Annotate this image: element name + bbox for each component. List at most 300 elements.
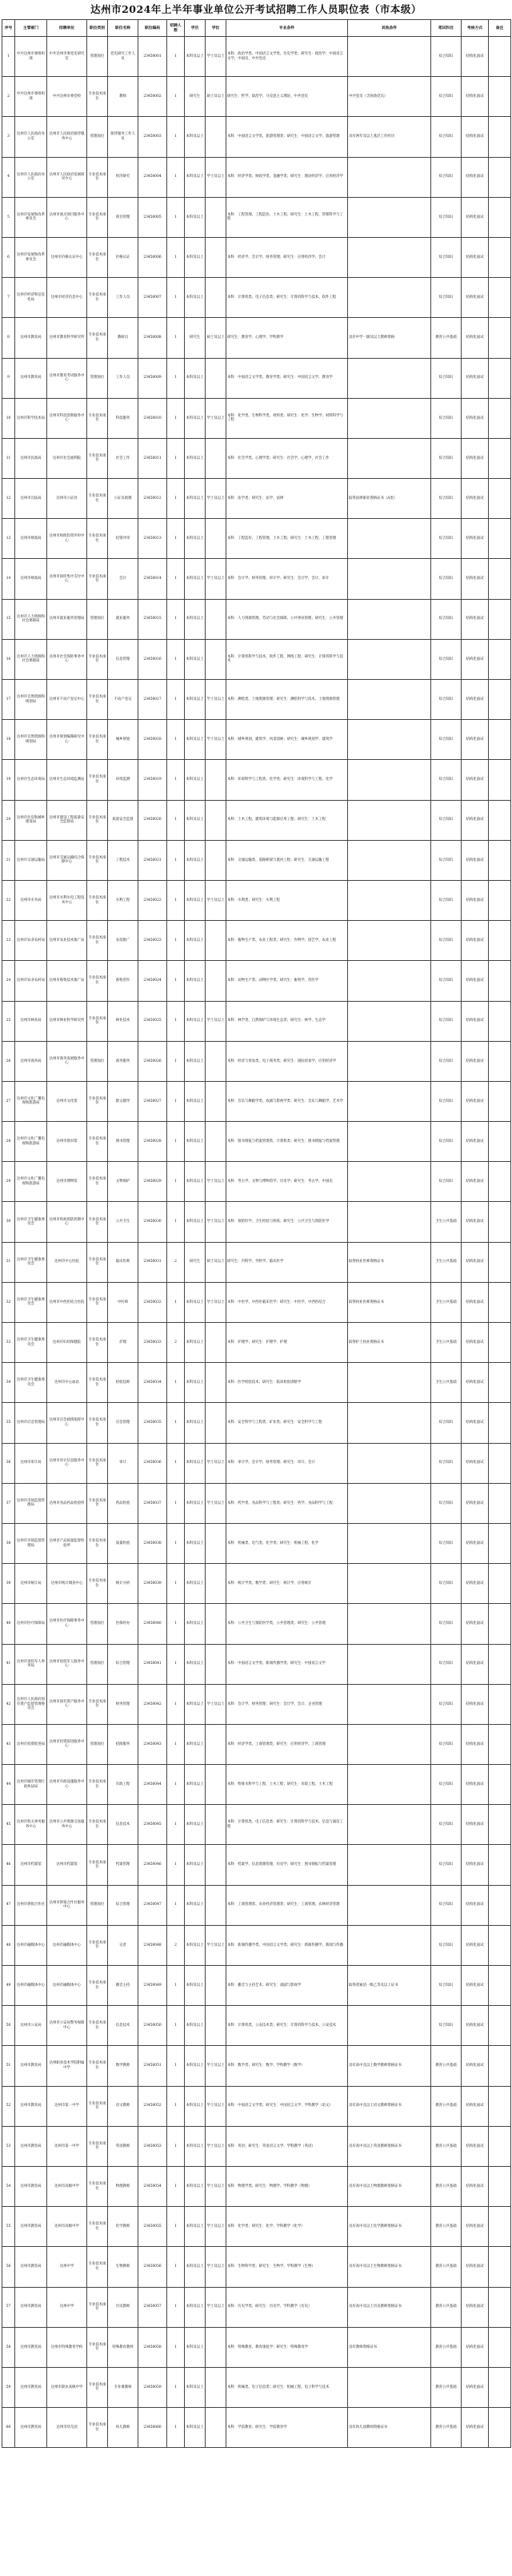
table-cell: 本科：中国语言文学类、教育学类；研究生：中国语言文学、教育学 bbox=[226, 358, 348, 398]
table-cell: 管理岗位 bbox=[87, 599, 108, 639]
table-cell: 学士及以上 bbox=[206, 1443, 226, 1483]
table-cell: 取得执业医师资格证书 bbox=[348, 1242, 431, 1282]
table-cell: 综合知识 bbox=[431, 197, 462, 237]
table-cell: 专业技术岗位 bbox=[87, 880, 108, 920]
table-cell: 专业技术岗位 bbox=[87, 680, 108, 720]
table-cell: 综合知识 bbox=[431, 1684, 462, 1724]
table-cell: 具有高中及以上英语教师资格证书 bbox=[348, 2126, 431, 2166]
table-cell: 档案管理 bbox=[108, 1845, 138, 1885]
table-cell bbox=[206, 840, 226, 880]
table-row bbox=[2, 2086, 511, 2126]
table-cell: 23450038 bbox=[138, 1523, 167, 1563]
table-cell: 达州市发展和改革委员会 bbox=[15, 237, 47, 277]
table-cell: 结构化面试 bbox=[462, 2086, 489, 2126]
table-row bbox=[2, 1443, 511, 1483]
table-cell: 综合知识 bbox=[431, 1403, 462, 1443]
table-cell: 结构化面试 bbox=[462, 1443, 489, 1483]
table-cell: 1 bbox=[167, 519, 185, 559]
table-cell bbox=[489, 117, 511, 157]
table-cell: 综合知识 bbox=[431, 479, 462, 519]
table-cell: 本科及以上 bbox=[185, 37, 206, 77]
table-cell: 结构化面试 bbox=[462, 961, 489, 1001]
table-cell: 专业技术岗位 bbox=[87, 1523, 108, 1563]
table-cell: 专业技术岗位 bbox=[87, 1805, 108, 1845]
table-cell: 结构化面试 bbox=[462, 599, 489, 639]
table-cell: 本科及以上 bbox=[185, 1363, 206, 1403]
table-cell: 具有高中及以上化学教师资格证书 bbox=[348, 2207, 431, 2247]
table-cell: 达州市卫生健康委员会 bbox=[15, 1323, 47, 1363]
table-cell: 结构化面试 bbox=[462, 1805, 489, 1845]
table-cell bbox=[206, 1765, 226, 1805]
table-row bbox=[2, 1805, 511, 1845]
table-cell: 专业技术岗位 bbox=[87, 1122, 108, 1162]
table-cell: 历史教师 bbox=[108, 2287, 138, 2327]
table-cell: 中共达州市委党史研究室 bbox=[47, 37, 87, 77]
table-cell: 1 bbox=[167, 961, 185, 1001]
table-cell: 物理教师 bbox=[108, 2166, 138, 2206]
table-cell: 学士及以上 bbox=[206, 37, 226, 77]
table-cell: 达州市卫生健康委员会 bbox=[15, 1282, 47, 1322]
table-cell: 23450054 bbox=[138, 2166, 167, 2206]
table-cell: 1 bbox=[167, 1523, 185, 1563]
table-cell: 研究生：内科学、外科学、临床医学 bbox=[226, 1242, 348, 1282]
table-cell: 1 bbox=[167, 720, 185, 760]
table-cell bbox=[348, 1483, 431, 1523]
table-row bbox=[2, 1885, 511, 1925]
table-cell: 教育公共基础 bbox=[431, 2126, 462, 2166]
table-cell: 中共达州市委组织部 bbox=[15, 77, 47, 117]
table-cell: 23450045 bbox=[138, 1805, 167, 1845]
table-cell: 本科及以上 bbox=[185, 880, 206, 920]
table-cell: 达州中学 bbox=[47, 2287, 87, 2327]
table-cell: 32 bbox=[2, 1282, 15, 1322]
table-cell: 结构化面试 bbox=[462, 2006, 489, 2046]
table-cell bbox=[348, 278, 431, 318]
table-cell: 9 bbox=[2, 358, 15, 398]
table-cell: 达州市国库集中支付中心 bbox=[47, 559, 87, 599]
table-row bbox=[2, 800, 511, 840]
table-cell bbox=[489, 37, 511, 77]
table-cell: 综合知识 bbox=[431, 117, 462, 157]
table-cell: 管理岗位 bbox=[87, 117, 108, 157]
table-cell: 6 bbox=[2, 237, 15, 277]
table-cell: 本科及以上 bbox=[185, 1202, 206, 1242]
table-cell: 本科及以上 bbox=[185, 358, 206, 398]
table-cell: 综合知识 bbox=[431, 1966, 462, 2006]
table-row bbox=[2, 2367, 511, 2407]
table-row bbox=[2, 2207, 511, 2247]
table-cell bbox=[489, 2046, 511, 2086]
table-cell: 1 bbox=[167, 1966, 185, 2006]
table-cell: 51 bbox=[2, 2046, 15, 2086]
table-cell: 专业技术岗位 bbox=[87, 1202, 108, 1242]
table-row bbox=[2, 479, 511, 519]
table-row bbox=[2, 1925, 511, 1965]
table-cell: 5 bbox=[2, 197, 15, 237]
table-cell: 1 bbox=[167, 77, 185, 117]
table-cell: 达州市食品药品检验所 bbox=[47, 1483, 87, 1523]
table-cell bbox=[489, 680, 511, 720]
table-cell: 本科：新闻传播学类、中国语言文学类；研究生：新闻传播学、新闻与传播 bbox=[226, 1925, 348, 1965]
table-cell: 本科及以上 bbox=[185, 2327, 206, 2367]
table-cell bbox=[348, 398, 431, 438]
table-cell: 本科及以上 bbox=[185, 1483, 206, 1523]
table-cell: 播音主持 bbox=[108, 1966, 138, 2006]
table-cell: 19 bbox=[2, 760, 15, 800]
table-cell: 23450047 bbox=[138, 1885, 167, 1925]
table-cell: 2 bbox=[167, 1242, 185, 1282]
table-cell: 综合知识 bbox=[431, 37, 462, 77]
table-cell: 达州市职业高级中学 bbox=[47, 2367, 87, 2407]
table-cell: 本科及以上 bbox=[185, 398, 206, 438]
table-cell bbox=[348, 1564, 431, 1604]
table-cell: 达州市社会保险事务中心 bbox=[47, 639, 87, 679]
table-cell: 教育公共基础 bbox=[431, 2327, 462, 2367]
table-cell: 23450058 bbox=[138, 2327, 167, 2367]
table-cell: 专业技术岗位 bbox=[87, 157, 108, 197]
table-cell: 本科：计算机类、公安技术类；研究生：计算机科学与技术、公安技术 bbox=[226, 2006, 348, 2046]
table-cell: 公共卫生 bbox=[108, 1202, 138, 1242]
table-cell: 专业技术岗位 bbox=[87, 1483, 108, 1523]
table-row bbox=[2, 1564, 511, 1604]
table-cell: 本科：城乡规划、建筑学、风景园林；研究生：城乡规划学、建筑学 bbox=[226, 720, 348, 760]
table-cell: 学士及以上 bbox=[206, 2207, 226, 2247]
table-cell: 56 bbox=[2, 2247, 15, 2287]
table-cell bbox=[206, 1966, 226, 2006]
table-cell: 达州市公安局 bbox=[15, 2006, 47, 2046]
table-cell: 本科及以上 bbox=[185, 1122, 206, 1162]
table-cell: 达州市市场监督管理局 bbox=[15, 1523, 47, 1563]
table-cell: 达州市自然资源和规划局 bbox=[15, 680, 47, 720]
table-cell: 结构化面试 bbox=[462, 1122, 489, 1162]
table-cell: 本科及以上 bbox=[185, 479, 206, 519]
table-row bbox=[2, 720, 511, 760]
table-cell: 本科及以上 bbox=[185, 1081, 206, 1121]
table-cell: 具有两年及以上基层工作经历 bbox=[348, 117, 431, 157]
table-cell: 23450040 bbox=[138, 1604, 167, 1644]
table-cell: 本科及以上 bbox=[185, 117, 206, 157]
table-cell: 中共达州市委组织部 bbox=[15, 37, 47, 77]
table-row bbox=[2, 2247, 511, 2287]
table-cell: 学士及以上 bbox=[206, 1162, 226, 1202]
table-cell: 专业技术岗位 bbox=[87, 1403, 108, 1443]
table-cell: 达州市妇幼保健院 bbox=[47, 1323, 87, 1363]
table-cell: 结构化面试 bbox=[462, 1162, 489, 1202]
column-header: 主管部门 bbox=[15, 20, 47, 37]
table-cell: 结构化面试 bbox=[462, 398, 489, 438]
table-cell: 本科：计算机类、电子信息类；研究生：计算机科学与技术、软件工程 bbox=[226, 278, 348, 318]
table-cell bbox=[489, 1885, 511, 1925]
table-cell: 1 bbox=[167, 880, 185, 920]
table-cell: 23450029 bbox=[138, 1162, 167, 1202]
table-cell: 本科及以上 bbox=[185, 1805, 206, 1845]
table-cell: 专业技术岗位 bbox=[87, 1001, 108, 1041]
table-cell: 2 bbox=[167, 1925, 185, 1965]
table-cell: 15 bbox=[2, 599, 15, 639]
table-cell bbox=[348, 1041, 431, 1081]
table-cell bbox=[489, 921, 511, 961]
table-cell: 23450019 bbox=[138, 760, 167, 800]
table-cell bbox=[489, 237, 511, 277]
table-cell bbox=[206, 197, 226, 237]
table-cell: 本科：工程造价、工程管理、土木工程；研究生：土木工程、工程管理 bbox=[226, 519, 348, 559]
table-cell: 达州市卫生健康委员会 bbox=[15, 1202, 47, 1242]
table-cell: 23450026 bbox=[138, 1041, 167, 1081]
table-cell bbox=[489, 1323, 511, 1363]
table-cell: 1 bbox=[167, 278, 185, 318]
table-cell: 23450006 bbox=[138, 237, 167, 277]
table-cell: 1 bbox=[167, 1122, 185, 1162]
table-cell: 达州市交通运输综合保障中心 bbox=[47, 840, 87, 880]
table-cell bbox=[489, 720, 511, 760]
table-cell: 项目管理 bbox=[108, 197, 138, 237]
table-cell bbox=[489, 1122, 511, 1162]
table-cell: 硕士及以上 bbox=[206, 1242, 226, 1282]
table-cell bbox=[489, 2327, 511, 2367]
table-cell: 达州市科学技术局 bbox=[15, 398, 47, 438]
table-cell: 1 bbox=[167, 438, 185, 478]
table-cell: 环境监测 bbox=[108, 760, 138, 800]
table-cell: 结构化面试 bbox=[462, 1925, 489, 1965]
table-cell: 结构化面试 bbox=[462, 1282, 489, 1322]
table-cell: 达州市人民政府办公室 bbox=[15, 157, 47, 197]
table-cell: 44 bbox=[2, 1765, 15, 1805]
table-cell: 本科：社会学类、心理学类；研究生：社会学、心理学、社会工作 bbox=[226, 438, 348, 478]
table-cell: 管理岗位 bbox=[87, 1885, 108, 1925]
table-cell: 23450042 bbox=[138, 1684, 167, 1724]
table-cell: 本科：动物生产类、动物医学类；研究生：畜牧学、兽医学 bbox=[226, 961, 348, 1001]
table-cell: 本科：图书情报与档案管理类、计算机类；研究生：图书情报与档案管理 bbox=[226, 1122, 348, 1162]
table-cell: 1 bbox=[167, 2408, 185, 2448]
table-cell bbox=[348, 800, 431, 840]
table-cell: 学士及以上 bbox=[206, 1925, 226, 1965]
table-cell: 达州市就业服务管理局 bbox=[47, 599, 87, 639]
table-cell: 本科：植物生产类、农业工程类；研究生：作物学、园艺学、农业工程 bbox=[226, 921, 348, 961]
table-cell: 结构化面试 bbox=[462, 77, 489, 117]
table-row bbox=[2, 1081, 511, 1121]
table-cell: 结构化面试 bbox=[462, 1483, 489, 1523]
table-row bbox=[2, 1523, 511, 1563]
table-cell: 达州市应急救援指挥中心 bbox=[47, 1403, 87, 1443]
table-cell: 达州市教育局 bbox=[15, 2126, 47, 2166]
table-cell: 统计分析 bbox=[108, 1564, 138, 1604]
table-cell: 本科及以上 bbox=[185, 2046, 206, 2086]
table-cell: 教育公共基础 bbox=[431, 2207, 462, 2247]
table-cell: 硕士及以上 bbox=[206, 77, 226, 117]
table-cell: 综合知识 bbox=[431, 880, 462, 920]
table-cell: 达州市公共资源交易服务中心 bbox=[47, 1805, 87, 1845]
table-cell: 教育公共基础 bbox=[431, 2046, 462, 2086]
table-cell: 群文辅导 bbox=[108, 1081, 138, 1121]
table-cell: 结构化面试 bbox=[462, 157, 489, 197]
table-cell: 研究生：哲学、政治学、马克思主义理论、中共党史 bbox=[226, 77, 348, 117]
table-cell bbox=[489, 599, 511, 639]
table-cell: 23450028 bbox=[138, 1122, 167, 1162]
table-cell bbox=[348, 438, 431, 478]
table-cell: 1 bbox=[167, 1885, 185, 1925]
table-row bbox=[2, 77, 511, 117]
table-cell: 1 bbox=[167, 599, 185, 639]
table-cell: 达州市经济和信息化局 bbox=[15, 278, 47, 318]
table-cell: 林业技术 bbox=[108, 1001, 138, 1041]
table-cell: 中共党员（含预备党员） bbox=[348, 77, 431, 117]
table-cell: 农技推广 bbox=[108, 921, 138, 961]
table-row bbox=[2, 1684, 511, 1724]
table-cell bbox=[206, 2327, 226, 2367]
table-cell: 教育公共基础 bbox=[431, 2367, 462, 2407]
table-cell: 不动产登记 bbox=[108, 680, 138, 720]
table-cell: 本科：物理学类；研究生：物理学、学科教学（物理） bbox=[226, 2166, 348, 2206]
table-cell: 达州市财政投资评审中心 bbox=[47, 519, 87, 559]
table-cell: 结构化面试 bbox=[462, 1202, 489, 1242]
table-cell: 达州市重点项目服务中心 bbox=[47, 197, 87, 237]
table-cell bbox=[489, 2408, 511, 2448]
table-cell: 达州市中心医院 bbox=[47, 1242, 87, 1282]
table-cell: 达州市中西医结合医院 bbox=[47, 1282, 87, 1322]
table-cell: 达州市公安局警务保障中心 bbox=[47, 2006, 87, 2046]
table-cell: 达州市科技创新服务中心 bbox=[47, 398, 87, 438]
table-cell: 1 bbox=[167, 318, 185, 358]
table-cell: 达州市应急管理局 bbox=[15, 1403, 47, 1443]
table-cell: 本科：环境科学与工程类、化学类；研究生：环境科学与工程、化学 bbox=[226, 760, 348, 800]
table-cell: 1 bbox=[167, 1001, 185, 1041]
table-cell: 综合知识 bbox=[431, 157, 462, 197]
table-cell: 达州市自然资源和规划局 bbox=[15, 720, 47, 760]
table-cell bbox=[206, 1363, 226, 1403]
table-cell: 达州市供销合作社服务中心 bbox=[47, 1885, 87, 1925]
table-cell: 达州市卫生健康委员会 bbox=[15, 1363, 47, 1403]
table-cell: 本科及以上 bbox=[185, 2287, 206, 2327]
table-cell: 1 bbox=[167, 921, 185, 961]
table-row bbox=[2, 1403, 511, 1443]
table-row bbox=[2, 1363, 511, 1403]
table-cell bbox=[489, 2207, 511, 2247]
table-cell: 11 bbox=[2, 438, 15, 478]
table-cell: 23450030 bbox=[138, 1202, 167, 1242]
table-cell bbox=[206, 278, 226, 318]
table-cell: 本科：中国语言文学类；研究生：中国语言文学、学科教学（语文） bbox=[226, 2086, 348, 2126]
table-cell: 23450060 bbox=[138, 2408, 167, 2448]
table-cell: 达州市人民政府办公室 bbox=[15, 117, 47, 157]
table-cell: 本科：公共卫生与预防医学类、公共管理类；研究生：公共管理 bbox=[226, 1604, 348, 1644]
table-row bbox=[2, 1604, 511, 1644]
table-cell: 10 bbox=[2, 398, 15, 438]
column-header: 招聘单位 bbox=[47, 20, 87, 37]
table-cell: 23450001 bbox=[138, 37, 167, 77]
table-cell: 本科：中医学、中西医临床医学；研究生：中医学、中西医结合 bbox=[226, 1282, 348, 1322]
table-cell: 达州市住房和城乡建设局 bbox=[15, 800, 47, 840]
table-cell: 23450044 bbox=[138, 1765, 167, 1805]
table-row bbox=[2, 318, 511, 358]
table-cell: 27 bbox=[2, 1081, 15, 1121]
table-row bbox=[2, 197, 511, 237]
table-cell: 学士及以上 bbox=[206, 1483, 226, 1523]
table-cell: 专业课教师 bbox=[108, 2367, 138, 2407]
table-cell: 达州市规划编制研究中心 bbox=[47, 720, 87, 760]
table-cell: 达州市机关事务服务中心 bbox=[15, 1805, 47, 1845]
table-row bbox=[2, 2126, 511, 2166]
table-cell bbox=[206, 1724, 226, 1764]
table-cell: 信息技术 bbox=[108, 2006, 138, 2046]
table-cell: 达州职业技术学院附属中学 bbox=[47, 2046, 87, 2086]
table-cell bbox=[348, 840, 431, 880]
table-cell: 48 bbox=[2, 1925, 15, 1965]
table-cell: 达州市投资促进局 bbox=[15, 1724, 47, 1764]
table-cell: 本科及以上 bbox=[185, 157, 206, 197]
table-cell: 达州市融媒体中心 bbox=[47, 1966, 87, 2006]
table-cell: 23450056 bbox=[138, 2247, 167, 2287]
table-cell: 本科：经济学类、工商管理类；研究生：应用经济学、工商管理 bbox=[226, 1724, 348, 1764]
table-cell bbox=[206, 2367, 226, 2407]
table-cell: 本科：土木工程、建筑环境与能源应用工程；研究生：土木工程 bbox=[226, 800, 348, 840]
table-cell: 卫生公共基础 bbox=[431, 1323, 462, 1363]
table-cell: 研究生 bbox=[185, 77, 206, 117]
table-cell: 专业技术岗位 bbox=[87, 559, 108, 599]
table-cell: 达州市市政设施服务中心 bbox=[47, 1765, 87, 1805]
table-cell: 1 bbox=[167, 117, 185, 157]
table-cell: 本科：英语；研究生：英语语言文学、学科教学（英语） bbox=[226, 2126, 348, 2166]
table-cell bbox=[348, 1363, 431, 1403]
table-cell: 本科及以上 bbox=[185, 197, 206, 237]
table-cell bbox=[206, 1604, 226, 1644]
table-cell: 23450046 bbox=[138, 1845, 167, 1885]
table-cell: 就业服务 bbox=[108, 599, 138, 639]
table-cell bbox=[489, 800, 511, 840]
table-cell bbox=[206, 1323, 226, 1363]
table-cell: 21 bbox=[2, 840, 15, 880]
table-row bbox=[2, 1765, 511, 1805]
table-cell: 23450016 bbox=[138, 639, 167, 679]
table-cell: 达州市财政局 bbox=[15, 559, 47, 599]
table-cell: 23450032 bbox=[138, 1282, 167, 1322]
table-cell bbox=[206, 599, 226, 639]
table-row bbox=[2, 117, 511, 157]
table-cell: 16 bbox=[2, 639, 15, 679]
table-cell: 经济研究 bbox=[108, 157, 138, 197]
table-cell: 学士及以上 bbox=[206, 2126, 226, 2166]
table-cell: 60 bbox=[2, 2408, 15, 2448]
table-cell: 本科及以上 bbox=[185, 1403, 206, 1443]
table-cell: 23450021 bbox=[138, 840, 167, 880]
table-cell: 1 bbox=[167, 1765, 185, 1805]
table-cell: 招商服务 bbox=[108, 1724, 138, 1764]
table-cell: 14 bbox=[2, 559, 15, 599]
table-cell: 本科及以上 bbox=[185, 1845, 206, 1885]
table-cell: 财务管理 bbox=[108, 1684, 138, 1724]
table-cell: 专业技术岗位 bbox=[87, 2408, 108, 2448]
table-cell: 专业技术岗位 bbox=[87, 2046, 108, 2086]
table-cell: 本科：交通运输类、道路桥梁与渡河工程；研究生：交通运输工程 bbox=[226, 840, 348, 880]
table-cell: 23450031 bbox=[138, 1242, 167, 1282]
table-cell: 综合知识 bbox=[431, 1805, 462, 1845]
table-cell bbox=[206, 1403, 226, 1443]
table-cell: 本科及以上 bbox=[185, 840, 206, 880]
table-cell: 学士及以上 bbox=[206, 559, 226, 599]
table-cell bbox=[348, 1644, 431, 1684]
table-cell: 达州市商务局 bbox=[15, 1041, 47, 1081]
table-cell: 专业技术岗位 bbox=[87, 438, 108, 478]
table-cell: 1 bbox=[167, 680, 185, 720]
table-cell: 专业技术岗位 bbox=[87, 2006, 108, 2046]
table-cell: 1 bbox=[167, 197, 185, 237]
table-cell: 1 bbox=[167, 237, 185, 277]
table-cell bbox=[489, 197, 511, 237]
table-cell: 1 bbox=[167, 2166, 185, 2206]
table-cell bbox=[489, 1001, 511, 1041]
table-cell bbox=[348, 760, 431, 800]
table-cell: 本科：音乐与舞蹈学类、戏剧与影视学类；研究生：音乐与舞蹈学、艺术学 bbox=[226, 1081, 348, 1121]
table-cell: 本科及以上 bbox=[185, 278, 206, 318]
